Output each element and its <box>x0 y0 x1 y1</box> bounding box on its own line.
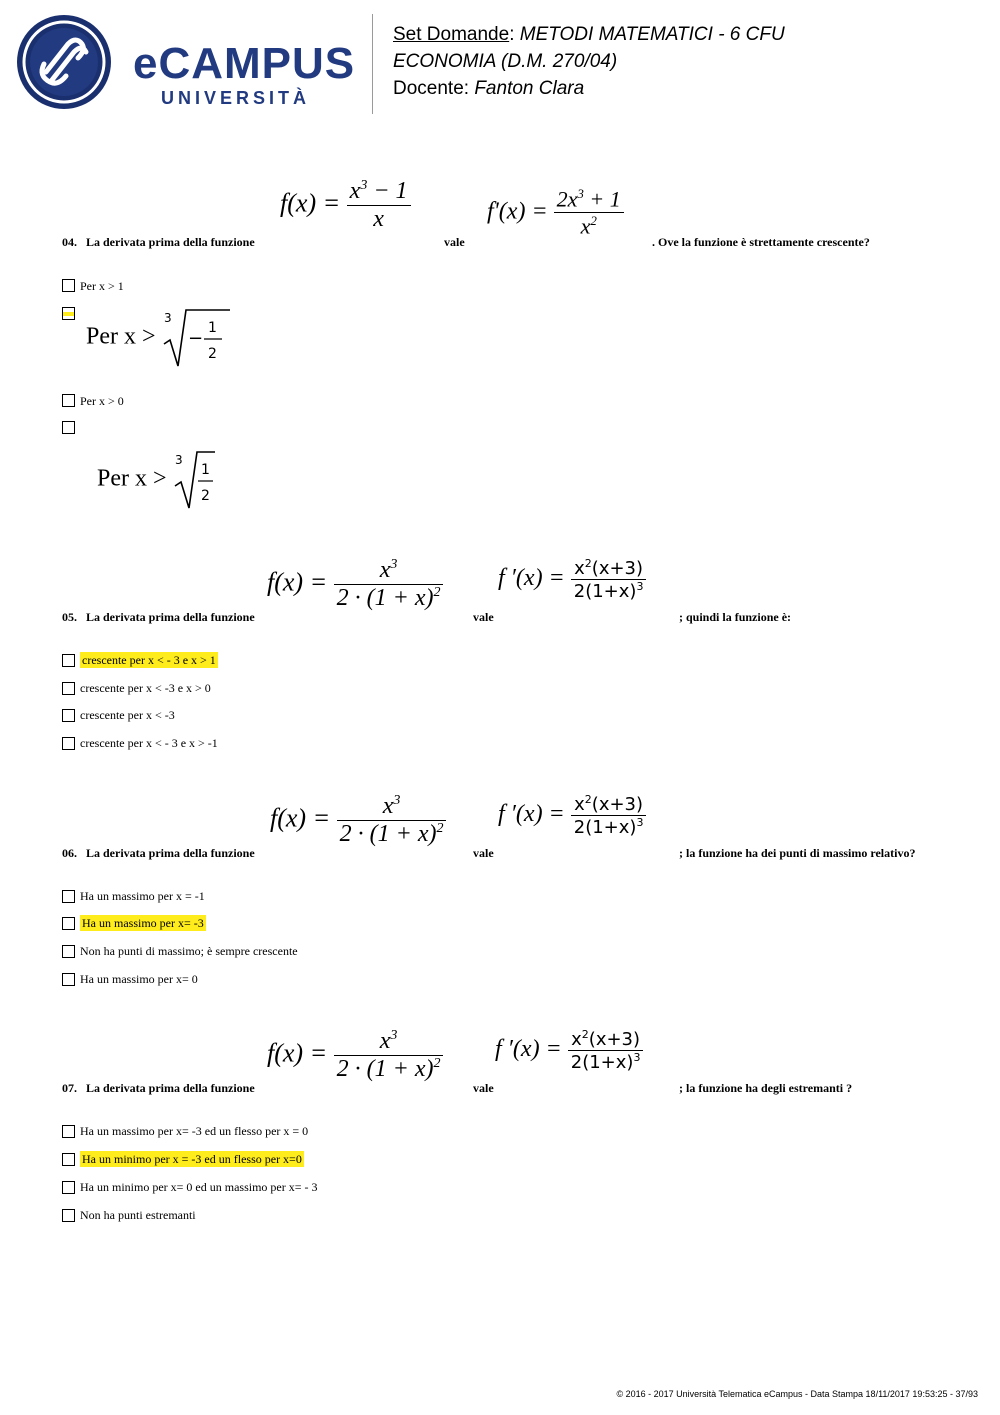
q07-option-4-label: Non ha punti estremanti <box>80 1208 196 1222</box>
svg-text:2: 2 <box>200 488 210 504</box>
q07-text-before: 07. La derivata prima della funzione <box>62 1081 255 1095</box>
q07-option-3-label: Ha un minimo per x= 0 ed un massimo per x= - 3 <box>80 1180 318 1194</box>
logo-subtitle: UNIVERSITÀ <box>161 88 311 108</box>
q06-option-4-label: Ha un massimo per x= 0 <box>80 972 198 986</box>
q05-option-3-label: crescente per x < -3 <box>80 708 175 722</box>
q05-option-4-label: crescente per x < - 3 e x > -1 <box>80 736 218 750</box>
q06-text-before: 06. La derivata prima della funzione <box>62 846 255 860</box>
header-divider <box>372 14 373 114</box>
q05-option-1-checkbox[interactable] <box>62 654 75 667</box>
course-line-2: ECONOMIA (D.M. 270/04) <box>393 51 618 72</box>
q04-option-2-label: Per x > 3 − 1 2 <box>86 306 232 368</box>
svg-text:2: 2 <box>207 346 217 362</box>
q04-option-4-label: Per x > 3 1 2 <box>97 448 217 510</box>
q04-option-1-checkbox[interactable] <box>62 279 75 292</box>
set-label: Set Domande <box>393 24 510 45</box>
q05-option-3-checkbox[interactable] <box>62 709 75 722</box>
logo-wordmark: eCAMPUS <box>133 39 356 88</box>
svg-text:3: 3 <box>174 453 183 467</box>
q07-function-formula: f(x) = $\frac{x^3}{2 \cdot (1 + x)^2}$ <box>267 1028 443 1083</box>
q07-option-4-checkbox[interactable] <box>62 1209 75 1222</box>
svg-text:1: 1 <box>207 320 217 336</box>
q04-option-3-checkbox[interactable] <box>62 394 75 407</box>
page-footer: © 2016 - 2017 Università Telematica eCampus - Data Stampa 18/11/2017 19:53:25 - 37/93 <box>616 1389 978 1399</box>
q06-option-1-label: Ha un massimo per x = -1 <box>80 889 205 903</box>
q04-option-2-checkbox[interactable] <box>62 307 75 320</box>
q06-option-3-checkbox[interactable] <box>62 945 75 958</box>
docente-label: Docente: <box>393 78 470 99</box>
q04-derivative-formula: f'(x) = $\frac{2x^3 + 1}{x^2}$ <box>487 186 624 240</box>
q06-option-1-checkbox[interactable] <box>62 890 75 903</box>
q04-option-3-label: Per x > 0 <box>80 394 124 408</box>
cube-root-neg-half-icon <box>162 306 232 368</box>
q05-vale: vale <box>473 610 494 624</box>
q06-derivative-formula: f ′(x) = $\frac{x^2(x+3)}{2(1+x)^3}$ <box>498 793 646 838</box>
q04-text-before: 04. La derivata prima della funzione <box>62 235 255 249</box>
q06-option-4-checkbox[interactable] <box>62 973 75 986</box>
q06-option-2-label: Ha un massimo per x= -3 <box>82 916 204 930</box>
q04-option-1-label: Per x > 1 <box>80 279 124 293</box>
cube-root-half-icon <box>173 448 217 510</box>
q05-option-4-checkbox[interactable] <box>62 737 75 750</box>
svg-text:3: 3 <box>163 311 172 325</box>
q07-vale: vale <box>473 1081 494 1095</box>
q07-option-3-checkbox[interactable] <box>62 1181 75 1194</box>
q04-vale: vale <box>444 235 465 249</box>
q04-text-after: . Ove la funzione è strettamente crescente? <box>652 235 870 249</box>
q05-option-2-label: crescente per x < -3 e x > 0 <box>80 681 211 695</box>
course-title: METODI MATEMATICI - 6 CFU <box>519 24 785 45</box>
q06-function-formula: f(x) = $\frac{x^3}{2 \cdot (1 + x)^2}$ <box>270 793 446 848</box>
q05-function-formula: f(x) = $\frac{x^3}{2 \cdot (1 + x)^2}$ <box>267 557 443 612</box>
q05-option-2-checkbox[interactable] <box>62 682 75 695</box>
q07-option-1-label: Ha un massimo per x= -3 ed un flesso per x = 0 <box>80 1124 309 1138</box>
q07-text-after: ; la funzione ha degli estremanti ? <box>679 1081 853 1095</box>
q05-derivative-formula: f ′(x) = $\frac{x^2(x+3)}{2(1+x)^3}$ <box>498 557 646 602</box>
q06-option-3-label: Non ha punti di massimo; è sempre crescente <box>80 944 298 958</box>
logo-emblem-icon <box>16 14 112 110</box>
q04-function-formula: f(x) = $\frac{x^3 - 1}{x}$ <box>280 178 411 233</box>
header-line-1: Set Domande: METODI MATEMATICI - 6 CFU <box>393 24 785 45</box>
q05-text-before: 05. La derivata prima della funzione <box>62 610 255 624</box>
svg-text:1: 1 <box>200 462 210 478</box>
q04-option-4-checkbox[interactable] <box>62 421 75 434</box>
q07-derivative-formula: f ′(x) = $\frac{x^2(x+3)}{2(1+x)^3}$ <box>495 1028 643 1073</box>
q06-option-2-checkbox[interactable] <box>62 917 75 930</box>
q07-option-2-label: Ha un minimo per x = -3 ed un flesso per x=0 <box>82 1152 302 1166</box>
q07-option-2-checkbox[interactable] <box>62 1153 75 1166</box>
q07-option-1-checkbox[interactable] <box>62 1125 75 1138</box>
svg-text:−: − <box>187 328 203 349</box>
q05-text-after: ; quindi la funzione è: <box>679 610 792 624</box>
docente-name: Fanton Clara <box>474 78 585 99</box>
q06-text-after: ; la funzione ha dei punti di massimo relativo? <box>679 846 916 860</box>
q06-vale: vale <box>473 846 494 860</box>
q05-option-1-label: crescente per x < - 3 e x > 1 <box>82 653 216 667</box>
docente-line <box>393 78 584 100</box>
